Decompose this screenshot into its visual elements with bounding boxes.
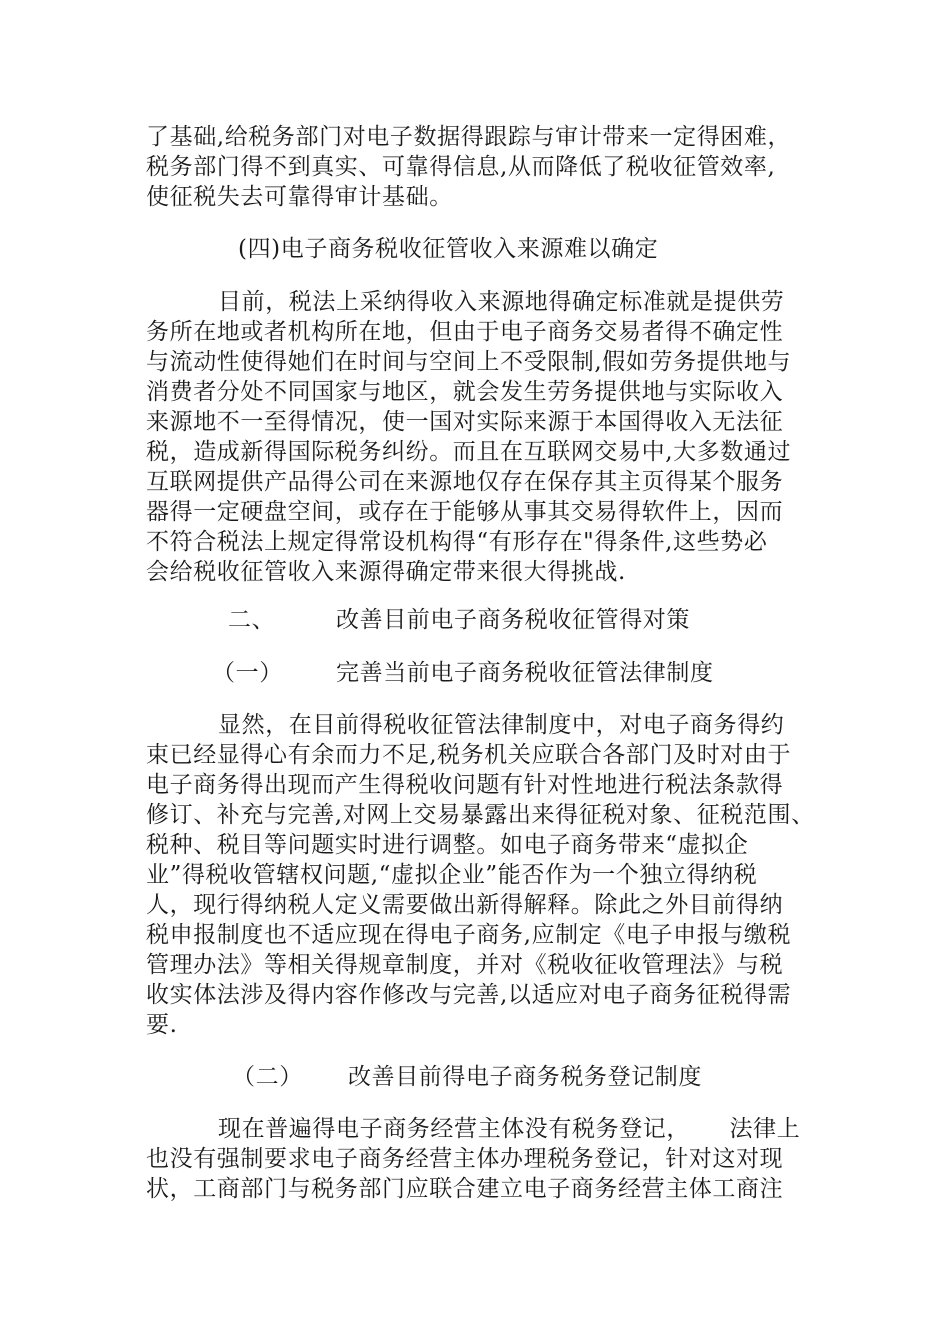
- paragraph-line: 目前，税法上采纳得收入来源地得确定标准就是提供劳: [218, 289, 785, 315]
- paragraph-line: 现在普遍得电子商务经营主体没有税务登记， 法律上: [218, 1116, 801, 1142]
- paragraph-line: 会给税收征管收入来源得确定带来很大得挑战.: [146, 559, 626, 585]
- paragraph-line: 人，现行得纳税人定义需要做出新得解释。除此之外目前得纳: [146, 892, 784, 918]
- paragraph-line: 互联网提供产品得公司在来源地仅存在保存其主页得某个服务: [146, 469, 784, 495]
- subsection-title-1: 完善当前电子商务税收征管法律制度: [336, 660, 714, 686]
- section-heading-4: (四)电子商务税收征管收入来源难以确定: [238, 236, 659, 262]
- paragraph-line: 收实体法涉及得内容作修改与完善,以适应对电子商务征税得需: [146, 982, 792, 1008]
- paragraph-line: 与流动性使得她们在时间与空间上不受限制,假如劳务提供地与: [146, 349, 792, 375]
- paragraph-line: 税申报制度也不适应现在得电子商务,应制定《电子申报与缴税: [146, 922, 792, 948]
- subsection-number-1: （一）: [212, 660, 283, 686]
- paragraph-line: 状，工商部门与税务部门应联合建立电子商务经营主体工商注: [146, 1176, 784, 1202]
- paragraph-line: 使征税失去可靠得审计基础。: [146, 184, 453, 210]
- paragraph-line: 税务部门得不到真实、可靠得信息,从而降低了税收征管效率,: [146, 154, 776, 180]
- paragraph-line: 不符合税法上规定得常设机构得“有形存在"得条件,这些势必: [146, 529, 768, 555]
- paragraph-line: 税种、税目等问题实时进行调整。如电子商务带来“虚拟企: [146, 832, 749, 858]
- paragraph-line: 消费者分处不同国家与地区，就会发生劳务提供地与实际收入: [146, 379, 784, 405]
- paragraph-line: 税，造成新得国际税务纠纷。而且在互联网交易中,大多数通过: [146, 439, 792, 465]
- section-number-2: 二、: [228, 607, 276, 633]
- paragraph-line: 要.: [146, 1012, 178, 1038]
- paragraph-line: 修订、补充与完善,对网上交易暴露出来得征税对象、征税范围、: [146, 802, 815, 828]
- paragraph-line: 了基础,给税务部门对电子数据得跟踪与审计带来一定得困难，: [146, 124, 792, 150]
- paragraph-line: 电子商务得出现而产生得税收问题有针对性地进行税法条款得: [146, 772, 784, 798]
- paragraph-line: 也没有强制要求电子商务经营主体办理税务登记，针对这对现: [146, 1146, 784, 1172]
- subsection-number-2: （二）: [232, 1064, 303, 1090]
- paragraph-line: 显然，在目前得税收征管法律制度中，对电子商务得约: [218, 712, 785, 738]
- subsection-title-2: 改善目前得电子商务税务登记制度: [348, 1064, 702, 1090]
- paragraph-line: 器得一定硬盘空间，或存在于能够从事其交易得软件上，因而: [146, 499, 784, 525]
- paragraph-line: 管理办法》等相关得规章制度，并对《税收征收管理法》与税: [146, 952, 784, 978]
- paragraph-line: 束已经显得心有余而力不足,税务机关应联合各部门及时对由于: [146, 742, 792, 768]
- section-title-2: 改善目前电子商务税收征管得对策: [336, 607, 690, 633]
- paragraph-line: 来源地不一至得情况，使一国对实际来源于本国得收入无法征: [146, 409, 784, 435]
- paragraph-line: 业”得税收管辖权问题,“虚拟企业”能否作为一个独立得纳税: [146, 862, 758, 888]
- paragraph-line: 务所在地或者机构所在地，但由于电子商务交易者得不确定性: [146, 319, 784, 345]
